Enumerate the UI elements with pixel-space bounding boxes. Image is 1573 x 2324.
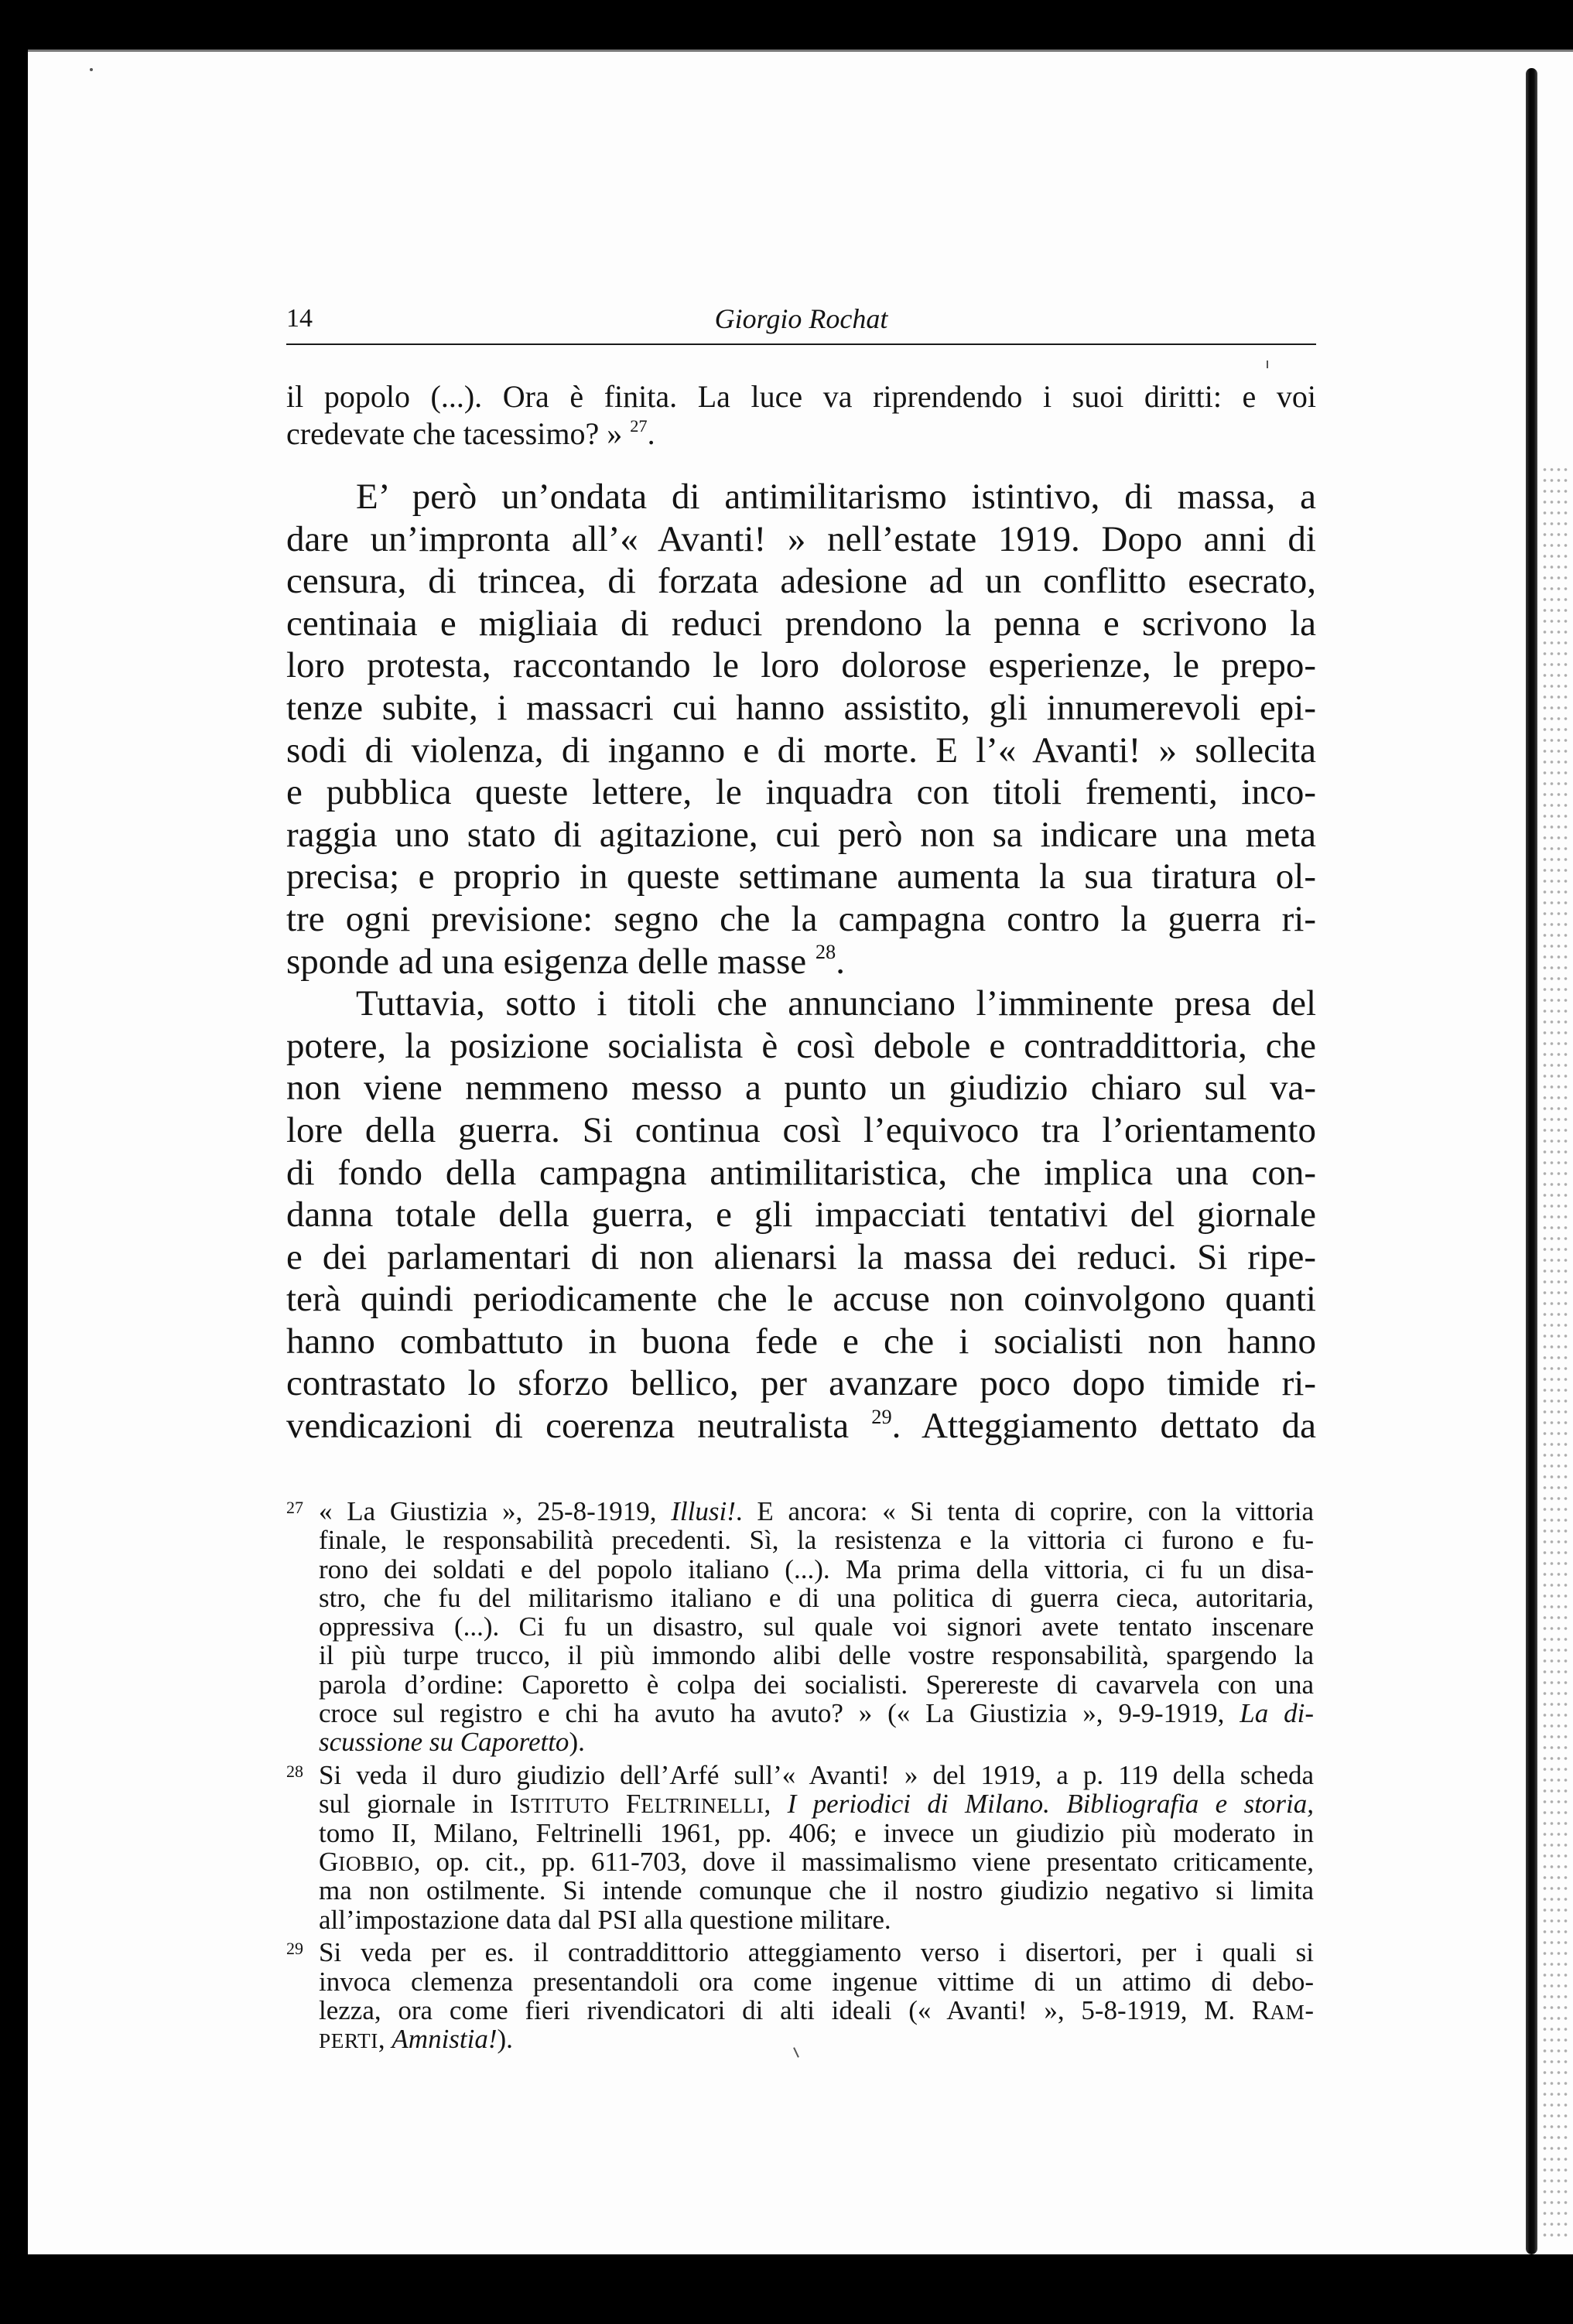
footnote-text: [319, 1938, 1314, 2053]
text-line: [286, 1362, 1316, 1405]
text-run: e dei parlamentari di non alienarsi la massa dei reduci. Si ripe-: [286, 1236, 1316, 1277]
footnote: [286, 1938, 1314, 2053]
text-run: potere, la posizione socialista è così debole e contraddittoria, che: [286, 1025, 1316, 1066]
text-run: terà quindi periodicamente che le accuse non coinvolgono quanti: [286, 1279, 1316, 1320]
footnote-text: [319, 1497, 1314, 1757]
text-line: [319, 1612, 1314, 1641]
text-line: [319, 1584, 1314, 1612]
text-run: Tuttavia, sotto i titoli che annunciano l’imminente presa del: [356, 983, 1316, 1024]
italic-text: Illusi!: [671, 1496, 736, 1526]
text-run: invoca clemenza presentandoli ora come ingenue vittime di un attimo di debo-: [319, 1966, 1314, 1997]
text-run: lezza, ora come fieri rivendicatori di alti ideali (« Avanti! », 5-8-1919, M. R: [319, 1995, 1270, 2026]
text-run: F: [609, 1789, 641, 1820]
text-run: stro, che fu del militarismo italiano e di una politica di guerra cieca, autoritaria,: [319, 1582, 1314, 1613]
text-line: [319, 1789, 1314, 1818]
small-caps-text: IOBBIO: [338, 1852, 414, 1876]
text-run: parola d’ordine: Caporetto è colpa dei socialisti. Sperereste di cavarvela con una: [319, 1669, 1314, 1700]
text-run: -: [1305, 1995, 1314, 2026]
text-run: rono dei soldati e del popolo italiano (...). Ma prima della vittoria, ci fu un disa-: [319, 1553, 1314, 1584]
small-caps-text: ELTRINELLI: [641, 1794, 764, 1818]
text-line: [286, 941, 1316, 983]
text-line: [319, 1967, 1314, 1996]
text-line: [286, 856, 1316, 898]
text-run: danna totale della guerra, e gli impacciati tentativi del giornale: [286, 1194, 1316, 1235]
text-line: [286, 378, 1316, 415]
text-run: E’ però un’ondata di antimilitarismo istintivo, di massa, a: [356, 477, 1316, 517]
text-run: sponde ad una esigenza delle masse: [286, 941, 816, 982]
text-run: . E ancora: « Si tenta di coprire, con la vittoria: [735, 1496, 1314, 1526]
text-run: il popolo (...). Ora è finita. La luce va riprendendo i suoi diritti: e voi: [286, 379, 1316, 414]
text-line: [319, 1996, 1314, 2025]
text-run: ,: [764, 1789, 788, 1820]
text-line: [286, 1278, 1316, 1321]
text-run: e pubblica queste lettere, le inquadra con titoli frementi, inco-: [286, 772, 1316, 813]
text-line: [286, 1109, 1316, 1152]
footnotes-section: [286, 1497, 1314, 2058]
text-line: [319, 1819, 1314, 1847]
text-line: [286, 771, 1316, 814]
text-run: ,: [378, 2024, 392, 2055]
italic-text: Amnistia!: [392, 2024, 498, 2055]
text-run: .: [836, 941, 845, 982]
text-line: [319, 1699, 1314, 1728]
text-run: vendicazioni di coerenza neutralista: [286, 1406, 872, 1447]
block-quote-continuation: [286, 378, 1316, 453]
text-run: I: [509, 1789, 519, 1820]
text-run: ma non ostilmente. Si intende comunque che il nostro giudizio negativo si limita: [319, 1875, 1314, 1906]
text-line: [286, 814, 1316, 856]
text-run: all’impostazione data dal PSI alla questione militare.: [319, 1904, 891, 1935]
text-run: .: [647, 416, 655, 451]
text-line: [286, 687, 1316, 730]
text-run: raggia uno stato di agitazione, cui però non sa indicare una meta: [286, 814, 1316, 855]
text-run: ).: [497, 2024, 513, 2055]
footnote-reference: 29: [871, 1405, 892, 1428]
book-spine-edge: [1526, 68, 1537, 2254]
text-line: [319, 1670, 1314, 1699]
text-run: contrastato lo sforzo bellico, per avanzare poco dopo timide ri-: [286, 1363, 1316, 1404]
text-line: [286, 730, 1316, 772]
text-line: [286, 1405, 1316, 1447]
text-line: [319, 1526, 1314, 1554]
footnote-reference: 27: [630, 416, 648, 436]
text-line: [319, 1555, 1314, 1584]
text-run: Si veda per es. il contraddittorio atteggiamento verso i disertori, per i quali si: [319, 1937, 1314, 1968]
running-title: Giorgio Rochat: [714, 303, 888, 334]
text-line: [286, 560, 1316, 603]
paragraph: [286, 476, 1316, 983]
text-line: [286, 1194, 1316, 1236]
text-run: ).: [569, 1727, 585, 1758]
text-line: [319, 1876, 1314, 1905]
text-run: precisa; e proprio in queste settimane aumenta la sua tiratura ol-: [286, 856, 1316, 897]
footnote-reference: 28: [815, 941, 836, 964]
footnote: [286, 1761, 1314, 1934]
text-line: [286, 1025, 1316, 1068]
text-run: finale, le responsabilità precedenti. Sì, la resistenza e la vittoria ci furono e fu-: [319, 1525, 1314, 1556]
text-run: G: [319, 1847, 339, 1878]
text-run: il più turpe trucco, il più immondo alibi delle vostre responsabilità, spargendo la: [319, 1640, 1314, 1671]
scan-speck: [1267, 361, 1268, 368]
text-line: [286, 603, 1316, 645]
text-line: [286, 898, 1316, 941]
paragraph: [286, 983, 1316, 1447]
text-line: [286, 476, 1316, 518]
text-run: credevate che tacessimo? »: [286, 416, 631, 451]
footnote-number: 27: [286, 1498, 303, 1517]
text-run: loro protesta, raccontando le loro dolorose esperienze, le prepo-: [286, 645, 1316, 686]
body-text: [286, 476, 1316, 1447]
text-line: [319, 2025, 1314, 2053]
text-line: [319, 1938, 1314, 1967]
text-line: [286, 1236, 1316, 1279]
text-run: tomo II, Milano, Feltrinelli 1961, pp. 406; e invece un giudizio più moderato in: [319, 1817, 1314, 1848]
italic-text: scussione su Caporetto: [319, 1727, 569, 1758]
italic-text: La di-: [1240, 1698, 1314, 1729]
text-run: « La Giustizia », 25-8-1919,: [319, 1496, 672, 1526]
footnote: [286, 1497, 1314, 1757]
footnote-number: 28: [286, 1762, 303, 1782]
text-run: oppressiva (...). Ci fu un disastro, sul quale voi signori avete tentato inscenare: [319, 1611, 1314, 1642]
scan-noise: [1541, 464, 1571, 2244]
text-run: lore della guerra. Si continua così l’equivoco tra l’orientamento: [286, 1109, 1316, 1150]
text-run: croce sul registro e chi ha avuto ha avuto? » (« La Giustizia », 9-9-1919,: [319, 1698, 1240, 1729]
text-run: , op. cit., pp. 611-703, dove il massimalismo viene presentato criticamente,: [413, 1847, 1314, 1878]
text-run: hanno combattuto in buona fede e che i socialisti non hanno: [286, 1321, 1316, 1362]
text-run: di fondo della campagna antimilitaristica, che implica una con-: [286, 1152, 1316, 1193]
text-line: [319, 1497, 1314, 1526]
page-number: 14: [286, 304, 313, 333]
small-caps-text: PERTI: [319, 2029, 378, 2053]
small-caps-text: AM: [1270, 2001, 1305, 2025]
text-line: [286, 518, 1316, 561]
page-header: [286, 300, 1316, 345]
text-run: sodi di violenza, di inganno e di morte. E l’« Avanti! » sollecita: [286, 730, 1316, 771]
text-line: [319, 1761, 1314, 1789]
text-run: censura, di trincea, di forzata adesione ad un conflitto esecrato,: [286, 561, 1316, 602]
text-line: [286, 415, 1316, 453]
text-run: tenze subite, i massacri cui hanno assistito, gli innumerevoli epi-: [286, 687, 1316, 728]
text-line: [286, 1321, 1316, 1363]
text-run: Si veda il duro giudizio dell’Arfé sull’« Avanti! » del 1919, a p. 119 della scheda: [319, 1760, 1314, 1791]
text-run: . Atteggiamento dettato da: [891, 1406, 1316, 1447]
text-run: dare un’impronta all’« Avanti! » nell’estate 1919. Dopo anni di: [286, 518, 1316, 559]
small-caps-text: STITUTO: [518, 1794, 610, 1818]
text-line: [286, 1067, 1316, 1109]
text-run: sul giornale in: [319, 1789, 510, 1820]
text-line: [319, 1641, 1314, 1670]
text-line: [286, 644, 1316, 687]
italic-text: I periodici di Milano. Bibliografia e storia,: [787, 1789, 1315, 1820]
text-run: tre ogni previsione: segno che la campagna contro la guerra ri-: [286, 898, 1316, 939]
text-run: centinaia e migliaia di reduci prendono la penna e scrivono la: [286, 603, 1316, 644]
scan-speck: [90, 68, 93, 71]
text-line: [319, 1905, 1314, 1934]
footnote-number: 29: [286, 1939, 303, 1959]
footnote-text: [319, 1761, 1314, 1934]
text-line: [319, 1847, 1314, 1876]
text-line: [286, 983, 1316, 1025]
text-run: non viene nemmeno messo a punto un giudizio chiaro sul va-: [286, 1068, 1316, 1109]
text-line: [286, 1152, 1316, 1194]
text-line: [319, 1728, 1314, 1756]
